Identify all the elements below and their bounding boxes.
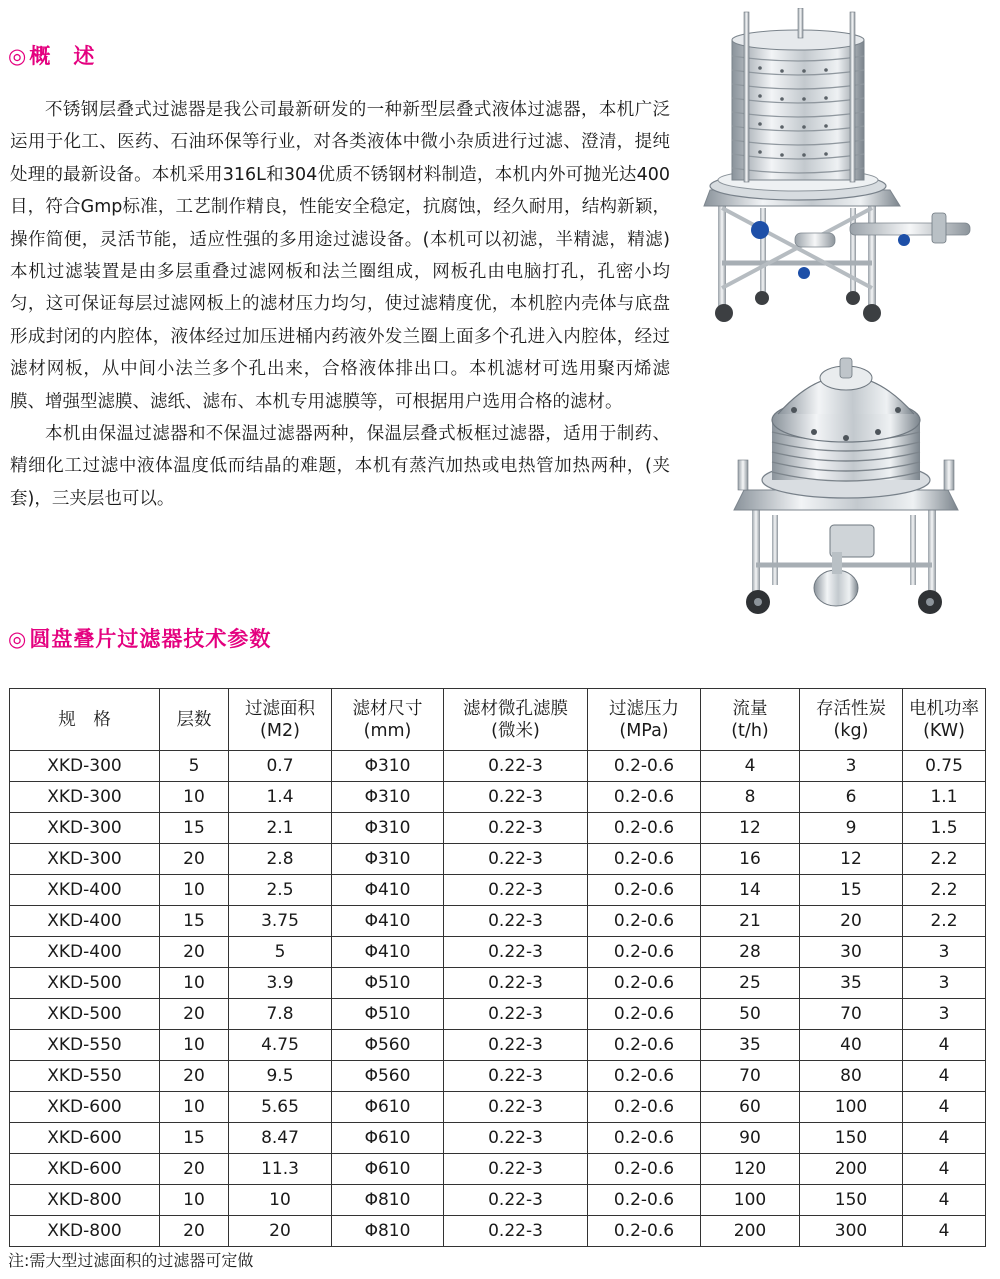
table-cell: 9 [800,813,903,844]
table-cell: Φ310 [332,751,444,782]
table-row [10,875,986,906]
table-cell: 120 [701,1154,800,1185]
table-cell: 8 [701,782,800,813]
table-cell: 4 [903,1216,986,1247]
table-cell: 4.75 [229,1030,332,1061]
table-cell: 40 [800,1030,903,1061]
column-header [903,689,986,751]
table-cell: 10 [160,782,229,813]
disc-filter-cart-icon [732,340,962,618]
spec-table [9,688,986,1247]
table-cell: Φ410 [332,875,444,906]
table-cell: 100 [701,1185,800,1216]
table-cell: XKD-300 [10,813,160,844]
column-header-label: 滤材尺寸 [352,698,423,719]
heading-mark: ◎ [8,627,28,651]
table-cell: 10 [229,1185,332,1216]
table-cell: 4 [903,1154,986,1185]
table-cell: 0.22-3 [444,1185,588,1216]
table-cell: 4 [701,751,800,782]
table-cell: Φ510 [332,999,444,1030]
table-cell: Φ410 [332,937,444,968]
column-header-label: 流量 [732,698,768,719]
table-row [10,1154,986,1185]
table-cell: 3 [903,937,986,968]
table-cell: 20 [800,906,903,937]
column-header [444,689,588,751]
table-cell: XKD-400 [10,937,160,968]
table-cell: 0.22-3 [444,1061,588,1092]
table-cell: 1.5 [903,813,986,844]
table-cell: 15 [160,1123,229,1154]
column-header [160,689,229,751]
table-cell: 200 [701,1216,800,1247]
table-cell: 2.2 [903,906,986,937]
table-cell: 2.5 [229,875,332,906]
table-cell: 21 [701,906,800,937]
table-cell: XKD-400 [10,875,160,906]
table-cell: 20 [160,1216,229,1247]
table-cell: Φ310 [332,844,444,875]
table-cell: XKD-600 [10,1154,160,1185]
table-cell: 8.47 [229,1123,332,1154]
overview-paragraph-1: 不锈钢层叠式过滤器是我公司最新研发的一种新型层叠式液体过滤器，本机广泛运用于化工、医药、石油环保等行业，对各类液体中微小杂质进行过滤、澄清，提纯处理的最新设备。本机采用316L和304优质不锈钢材料制造，本机内外可抛光达400目，符合Gmp标准，工艺制作精良，性能安全稳定，抗腐蚀，经久耐用，结构新颖，操作简便，灵活节能，适应性强的多用途过滤设备。(本机可以初滤，半精滤，精滤)本机过滤装置是由多层重叠过滤网板和法兰圈组成，网板孔由电脑打孔，孔密小均匀，这可保证每层过滤网板上的滤材压力均匀，使过滤精度优，本机腔内壳体与底盘形成封闭的内腔体，液体经过加压进桶内药液外发兰圈上面多个孔进入内腔体，经过滤材网板，从中间小法兰多个孔出来，合格液体排出口。本机滤材可选用聚丙烯滤膜、增强型滤膜、滤纸、滤布、本机专用滤膜等，可根据用户选用合格的滤材。 [10,100,670,412]
table-cell: Φ510 [332,968,444,999]
table-row [10,844,986,875]
table-row [10,968,986,999]
specs-heading [8,623,271,653]
table-cell: 0.2-0.6 [588,1092,701,1123]
table-cell: 20 [160,1061,229,1092]
table-cell: 20 [160,937,229,968]
column-header-label: 过滤面积 [245,698,315,719]
table-cell: 0.2-0.6 [588,813,701,844]
table-cell: 11.3 [229,1154,332,1185]
table-cell: 150 [800,1185,903,1216]
table-cell: 0.2-0.6 [588,1154,701,1185]
overview-text [10,94,670,515]
table-cell: 0.2-0.6 [588,844,701,875]
column-header-unit: (M2) [260,720,300,741]
table-cell: 14 [701,875,800,906]
column-header [588,689,701,751]
table-cell: 0.2-0.6 [588,1185,701,1216]
table-header-row [10,689,986,751]
table-cell: 0.2-0.6 [588,906,701,937]
column-header-unit: (kg) [833,720,869,741]
table-cell: 1.4 [229,782,332,813]
table-cell: XKD-800 [10,1216,160,1247]
table-cell: 300 [800,1216,903,1247]
table-row [10,937,986,968]
table-cell: 4 [903,1185,986,1216]
table-cell: 7.8 [229,999,332,1030]
table-cell: 5 [160,751,229,782]
table-cell: 150 [800,1123,903,1154]
table-cell: 28 [701,937,800,968]
table-cell: 10 [160,875,229,906]
overview-heading [8,40,95,70]
table-cell: 10 [160,1030,229,1061]
table-cell: 5 [229,937,332,968]
table-cell: XKD-600 [10,1123,160,1154]
column-header [332,689,444,751]
column-header-unit: (MPa) [619,720,669,741]
table-cell: XKD-800 [10,1185,160,1216]
table-cell: XKD-300 [10,844,160,875]
table-cell: 60 [701,1092,800,1123]
table-cell: Φ610 [332,1092,444,1123]
table-row [10,999,986,1030]
table-cell: 4 [903,1061,986,1092]
column-header-label: 滤材微孔滤膜 [463,698,568,719]
table-cell: 4 [903,1092,986,1123]
table-cell: 0.22-3 [444,813,588,844]
table-cell: Φ610 [332,1123,444,1154]
table-cell: 0.7 [229,751,332,782]
table-cell: 0.22-3 [444,875,588,906]
column-header-unit: (t/h) [731,720,769,741]
table-cell: 2.1 [229,813,332,844]
table-note: 注:需大型过滤面积的过滤器可定做 [8,1251,254,1270]
column-header-unit: (mm) [363,720,412,741]
table-cell: XKD-600 [10,1092,160,1123]
table-cell: 35 [800,968,903,999]
column-header [10,689,160,751]
table-cell: 9.5 [229,1061,332,1092]
table-cell: Φ310 [332,782,444,813]
table-cell: 0.2-0.6 [588,1030,701,1061]
table-cell: 12 [800,844,903,875]
table-cell: XKD-500 [10,968,160,999]
column-header-label: 过滤压力 [609,698,679,719]
table-cell: Φ560 [332,1061,444,1092]
table-row [10,1092,986,1123]
table-cell: XKD-300 [10,782,160,813]
table-row [10,782,986,813]
table-cell: 2.2 [903,844,986,875]
table-cell: 16 [701,844,800,875]
table-cell: 0.2-0.6 [588,999,701,1030]
table-cell: 0.2-0.6 [588,1216,701,1247]
table-cell: 2.2 [903,875,986,906]
table-cell: 0.22-3 [444,782,588,813]
table-cell: 20 [229,1216,332,1247]
table-row [10,1123,986,1154]
overview-heading-text: 概 述 [29,44,96,68]
column-header [229,689,332,751]
table-row [10,906,986,937]
table-cell: 4 [903,1030,986,1061]
table-cell: Φ610 [332,1154,444,1185]
table-cell: 3 [903,968,986,999]
table-cell: 1.1 [903,782,986,813]
table-cell: 4 [903,1123,986,1154]
table-cell: 80 [800,1061,903,1092]
table-cell: XKD-400 [10,906,160,937]
table-row [10,1030,986,1061]
table-cell: XKD-550 [10,1030,160,1061]
table-cell: Φ810 [332,1216,444,1247]
table-cell: 0.22-3 [444,1092,588,1123]
table-cell: 15 [160,813,229,844]
table-row [10,1185,986,1216]
table-cell: 3.75 [229,906,332,937]
table-row [10,751,986,782]
table-cell: 0.22-3 [444,937,588,968]
table-cell: 20 [160,844,229,875]
table-cell: 0.2-0.6 [588,782,701,813]
table-cell: 100 [800,1092,903,1123]
column-header-unit: (微米) [491,720,540,741]
table-cell: 3 [800,751,903,782]
table-cell: 0.22-3 [444,1030,588,1061]
table-cell: 0.2-0.6 [588,937,701,968]
column-header [800,689,903,751]
table-row [10,1216,986,1247]
table-cell: 0.2-0.6 [588,875,701,906]
table-cell: 15 [160,906,229,937]
column-header-label: 层数 [176,709,212,730]
overview-paragraph-2: 本机由保温过滤器和不保温过滤器两种，保温层叠式板框过滤器，适用于制药、精细化工过滤中液体温度低而结晶的难题，本机有蒸汽加热或电热管加热两种，(夹套)，三夹层也可以。 [10,424,670,509]
table-cell: 10 [160,968,229,999]
table-cell: 0.75 [903,751,986,782]
table-row [10,1061,986,1092]
table-cell: 0.22-3 [444,999,588,1030]
table-cell: 0.2-0.6 [588,1061,701,1092]
table-cell: 12 [701,813,800,844]
table-body [10,751,986,1247]
column-header-label: 存活性炭 [816,698,886,719]
table-cell: 50 [701,999,800,1030]
table-cell: Φ560 [332,1030,444,1061]
column-header-label: 规 格 [58,709,111,730]
table-cell: XKD-550 [10,1061,160,1092]
table-cell: 0.2-0.6 [588,968,701,999]
table-cell: 35 [701,1030,800,1061]
table-cell: Φ410 [332,906,444,937]
table-cell: 10 [160,1092,229,1123]
specs-heading-text: 圆盘叠片过滤器技术参数 [29,627,272,651]
stacked-filter-machine-icon [700,8,980,330]
table-cell: 15 [800,875,903,906]
column-header [701,689,800,751]
table-cell: 30 [800,937,903,968]
table-cell: 0.2-0.6 [588,1123,701,1154]
table-cell: 0.22-3 [444,1154,588,1185]
table-cell: 200 [800,1154,903,1185]
table-cell: 10 [160,1185,229,1216]
table-cell: 20 [160,1154,229,1185]
table-cell: 2.8 [229,844,332,875]
table-cell: 3 [903,999,986,1030]
table-cell: XKD-500 [10,999,160,1030]
column-header-unit: (KW) [923,720,965,741]
column-header-label: 电机功率 [909,698,979,719]
table-cell: XKD-300 [10,751,160,782]
table-cell: 70 [800,999,903,1030]
table-cell: 0.2-0.6 [588,751,701,782]
table-cell: 20 [160,999,229,1030]
table-cell: 0.22-3 [444,968,588,999]
table-cell: Φ810 [332,1185,444,1216]
table-cell: 5.65 [229,1092,332,1123]
table-cell: 70 [701,1061,800,1092]
table-row [10,813,986,844]
table-cell: 6 [800,782,903,813]
table-cell: 0.22-3 [444,844,588,875]
heading-mark: ◎ [8,44,28,68]
table-cell: Φ310 [332,813,444,844]
table-cell: 25 [701,968,800,999]
table-cell: 3.9 [229,968,332,999]
table-cell: 0.22-3 [444,906,588,937]
table-cell: 0.22-3 [444,1123,588,1154]
table-cell: 90 [701,1123,800,1154]
table-cell: 0.22-3 [444,1216,588,1247]
table-cell: 0.22-3 [444,751,588,782]
